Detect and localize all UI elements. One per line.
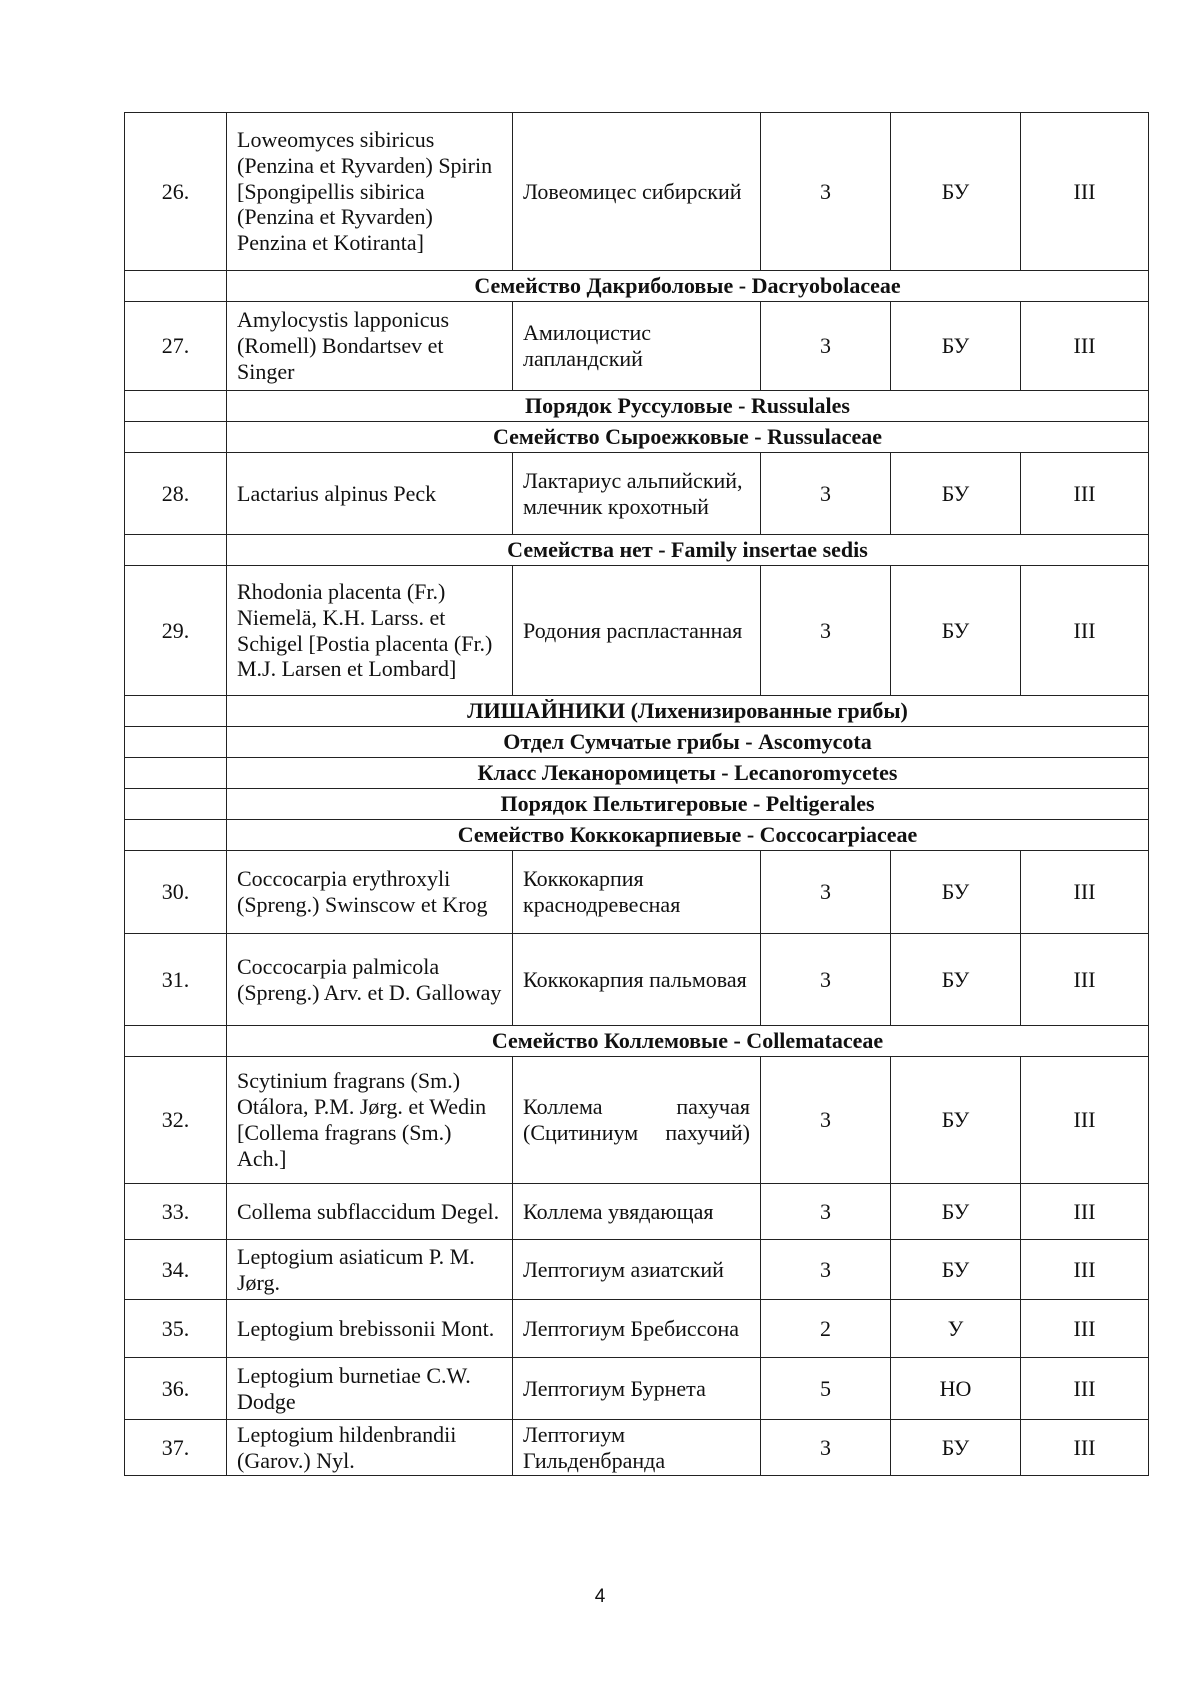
category-value: 3 — [761, 1057, 891, 1184]
status-value: НО — [891, 1358, 1021, 1420]
latin-name: Lactarius alpinus Peck — [227, 453, 513, 535]
russian-name: Амилоцистис лапландский — [513, 302, 761, 391]
category-value: 3 — [761, 1184, 891, 1240]
section-row — [125, 696, 1149, 727]
category-value: 2 — [761, 1300, 891, 1358]
status-value: БУ — [891, 1184, 1021, 1240]
row-number: 34. — [125, 1240, 227, 1300]
section-row — [125, 789, 1149, 820]
category-value: 3 — [761, 934, 891, 1026]
row-number: 31. — [125, 934, 227, 1026]
latin-name: Collema subflaccidum Degel. — [227, 1184, 513, 1240]
category-value: 3 — [761, 453, 891, 535]
latin-name: Loweomyces sibiricus (Penzina et Ryvarden) Spirin [Spongipellis sibirica (Penzina et Ryvarden) Penzina et Kotiranta] — [227, 113, 513, 271]
russian-name: Лактариус альпийский, млечник крохотный — [513, 453, 761, 535]
row-number: 37. — [125, 1420, 227, 1476]
status-value: БУ — [891, 934, 1021, 1026]
section-row — [125, 727, 1149, 758]
rank-value: III — [1021, 302, 1149, 391]
status-value: БУ — [891, 1057, 1021, 1184]
status-value: БУ — [891, 113, 1021, 271]
section-title: Порядок Пельтигеровые - Peltigerales — [227, 789, 1149, 820]
table-row — [125, 302, 1149, 391]
status-value: БУ — [891, 1420, 1021, 1476]
category-value: 5 — [761, 1358, 891, 1420]
status-value: У — [891, 1300, 1021, 1358]
category-value: 3 — [761, 1240, 891, 1300]
status-value: БУ — [891, 566, 1021, 696]
status-value: БУ — [891, 851, 1021, 934]
status-value: БУ — [891, 302, 1021, 391]
category-value: 3 — [761, 1420, 891, 1476]
rank-value: III — [1021, 1420, 1149, 1476]
species-table — [124, 112, 1149, 1476]
table-row — [125, 566, 1149, 696]
table-row — [125, 851, 1149, 934]
category-value: 3 — [761, 113, 891, 271]
rank-value: III — [1021, 566, 1149, 696]
russian-name: Лептогиум азиатский — [513, 1240, 761, 1300]
row-number: 26. — [125, 113, 227, 271]
table-row — [125, 1240, 1149, 1300]
page-number: 4 — [594, 1586, 606, 1607]
latin-name: Scytinium fragrans (Sm.) Otálora, P.M. Jørg. et Wedin [Collema fragrans (Sm.) Ach.] — [227, 1057, 513, 1184]
section-row — [125, 535, 1149, 566]
table-row — [125, 1420, 1149, 1476]
latin-name: Leptogium hildenbrandii (Garov.) Nyl. — [227, 1420, 513, 1476]
russian-name: Родония распластанная — [513, 566, 761, 696]
row-number: 30. — [125, 851, 227, 934]
table-row — [125, 453, 1149, 535]
row-number: 28. — [125, 453, 227, 535]
section-row — [125, 271, 1149, 302]
russian-name: Коккокарпия краснодревесная — [513, 851, 761, 934]
rank-value: III — [1021, 1300, 1149, 1358]
latin-name: Amylocystis lapponicus (Romell) Bondartsev et Singer — [227, 302, 513, 391]
section-row — [125, 758, 1149, 789]
table-row — [125, 113, 1149, 271]
russian-name: Коллема пахучая (Сцитиниум пахучий) — [513, 1057, 761, 1184]
row-number: 29. — [125, 566, 227, 696]
rank-value: III — [1021, 1240, 1149, 1300]
category-value: 3 — [761, 302, 891, 391]
latin-name: Coccocarpia palmicola (Spreng.) Arv. et D. Galloway — [227, 934, 513, 1026]
table-row — [125, 934, 1149, 1026]
section-row — [125, 422, 1149, 453]
status-value: БУ — [891, 453, 1021, 535]
section-row — [125, 820, 1149, 851]
rank-value: III — [1021, 113, 1149, 271]
category-value: 3 — [761, 566, 891, 696]
section-row — [125, 391, 1149, 422]
section-title: Семейства нет - Family insertae sedis — [227, 535, 1149, 566]
category-value: 3 — [761, 851, 891, 934]
section-title: Семейство Коккокарпиевые - Coccocarpiaceae — [227, 820, 1149, 851]
row-number: 32. — [125, 1057, 227, 1184]
latin-name: Rhodonia placenta (Fr.) Niemelä, K.H. Larss. et Schigel [Postia placenta (Fr.) M.J. Larsen et Lombard] — [227, 566, 513, 696]
rank-value: III — [1021, 453, 1149, 535]
rank-value: III — [1021, 1184, 1149, 1240]
russian-name: Ловеомицес сибирский — [513, 113, 761, 271]
rank-value: III — [1021, 851, 1149, 934]
section-row — [125, 1026, 1149, 1057]
rank-value: III — [1021, 1358, 1149, 1420]
status-value: БУ — [891, 1240, 1021, 1300]
row-number: 33. — [125, 1184, 227, 1240]
latin-name: Leptogium burnetiae C.W. Dodge — [227, 1358, 513, 1420]
russian-name: Лептогиум Гильденбранда — [513, 1420, 761, 1476]
russian-name: Лептогиум Бурнета — [513, 1358, 761, 1420]
latin-name: Coccocarpia erythroxyli (Spreng.) Swinscow et Krog — [227, 851, 513, 934]
section-title: Класс Леканоромицеты - Lecanoromycetes — [227, 758, 1149, 789]
section-title: Порядок Руссуловые - Russulales — [227, 391, 1149, 422]
rank-value: III — [1021, 1057, 1149, 1184]
latin-name: Leptogium brebissonii Mont. — [227, 1300, 513, 1358]
russian-name: Коккокарпия пальмовая — [513, 934, 761, 1026]
russian-name: Коллема увядающая — [513, 1184, 761, 1240]
latin-name: Leptogium asiaticum P. M. Jørg. — [227, 1240, 513, 1300]
table-row — [125, 1057, 1149, 1184]
row-number: 27. — [125, 302, 227, 391]
row-number: 35. — [125, 1300, 227, 1358]
row-number: 36. — [125, 1358, 227, 1420]
table-row — [125, 1184, 1149, 1240]
section-title: Семейство Сыроежковые - Russulaceae — [227, 422, 1149, 453]
section-title: ЛИШАЙНИКИ (Лихенизированные грибы) — [227, 696, 1149, 727]
rank-value: III — [1021, 934, 1149, 1026]
russian-name: Лептогиум Бребиссона — [513, 1300, 761, 1358]
table-row — [125, 1300, 1149, 1358]
table-row — [125, 1358, 1149, 1420]
section-title: Семейство Коллемовые - Collemataceae — [227, 1026, 1149, 1057]
section-title: Отдел Сумчатые грибы - Ascomycota — [227, 727, 1149, 758]
section-title: Семейство Дакриболовые - Dacryobolaceae — [227, 271, 1149, 302]
